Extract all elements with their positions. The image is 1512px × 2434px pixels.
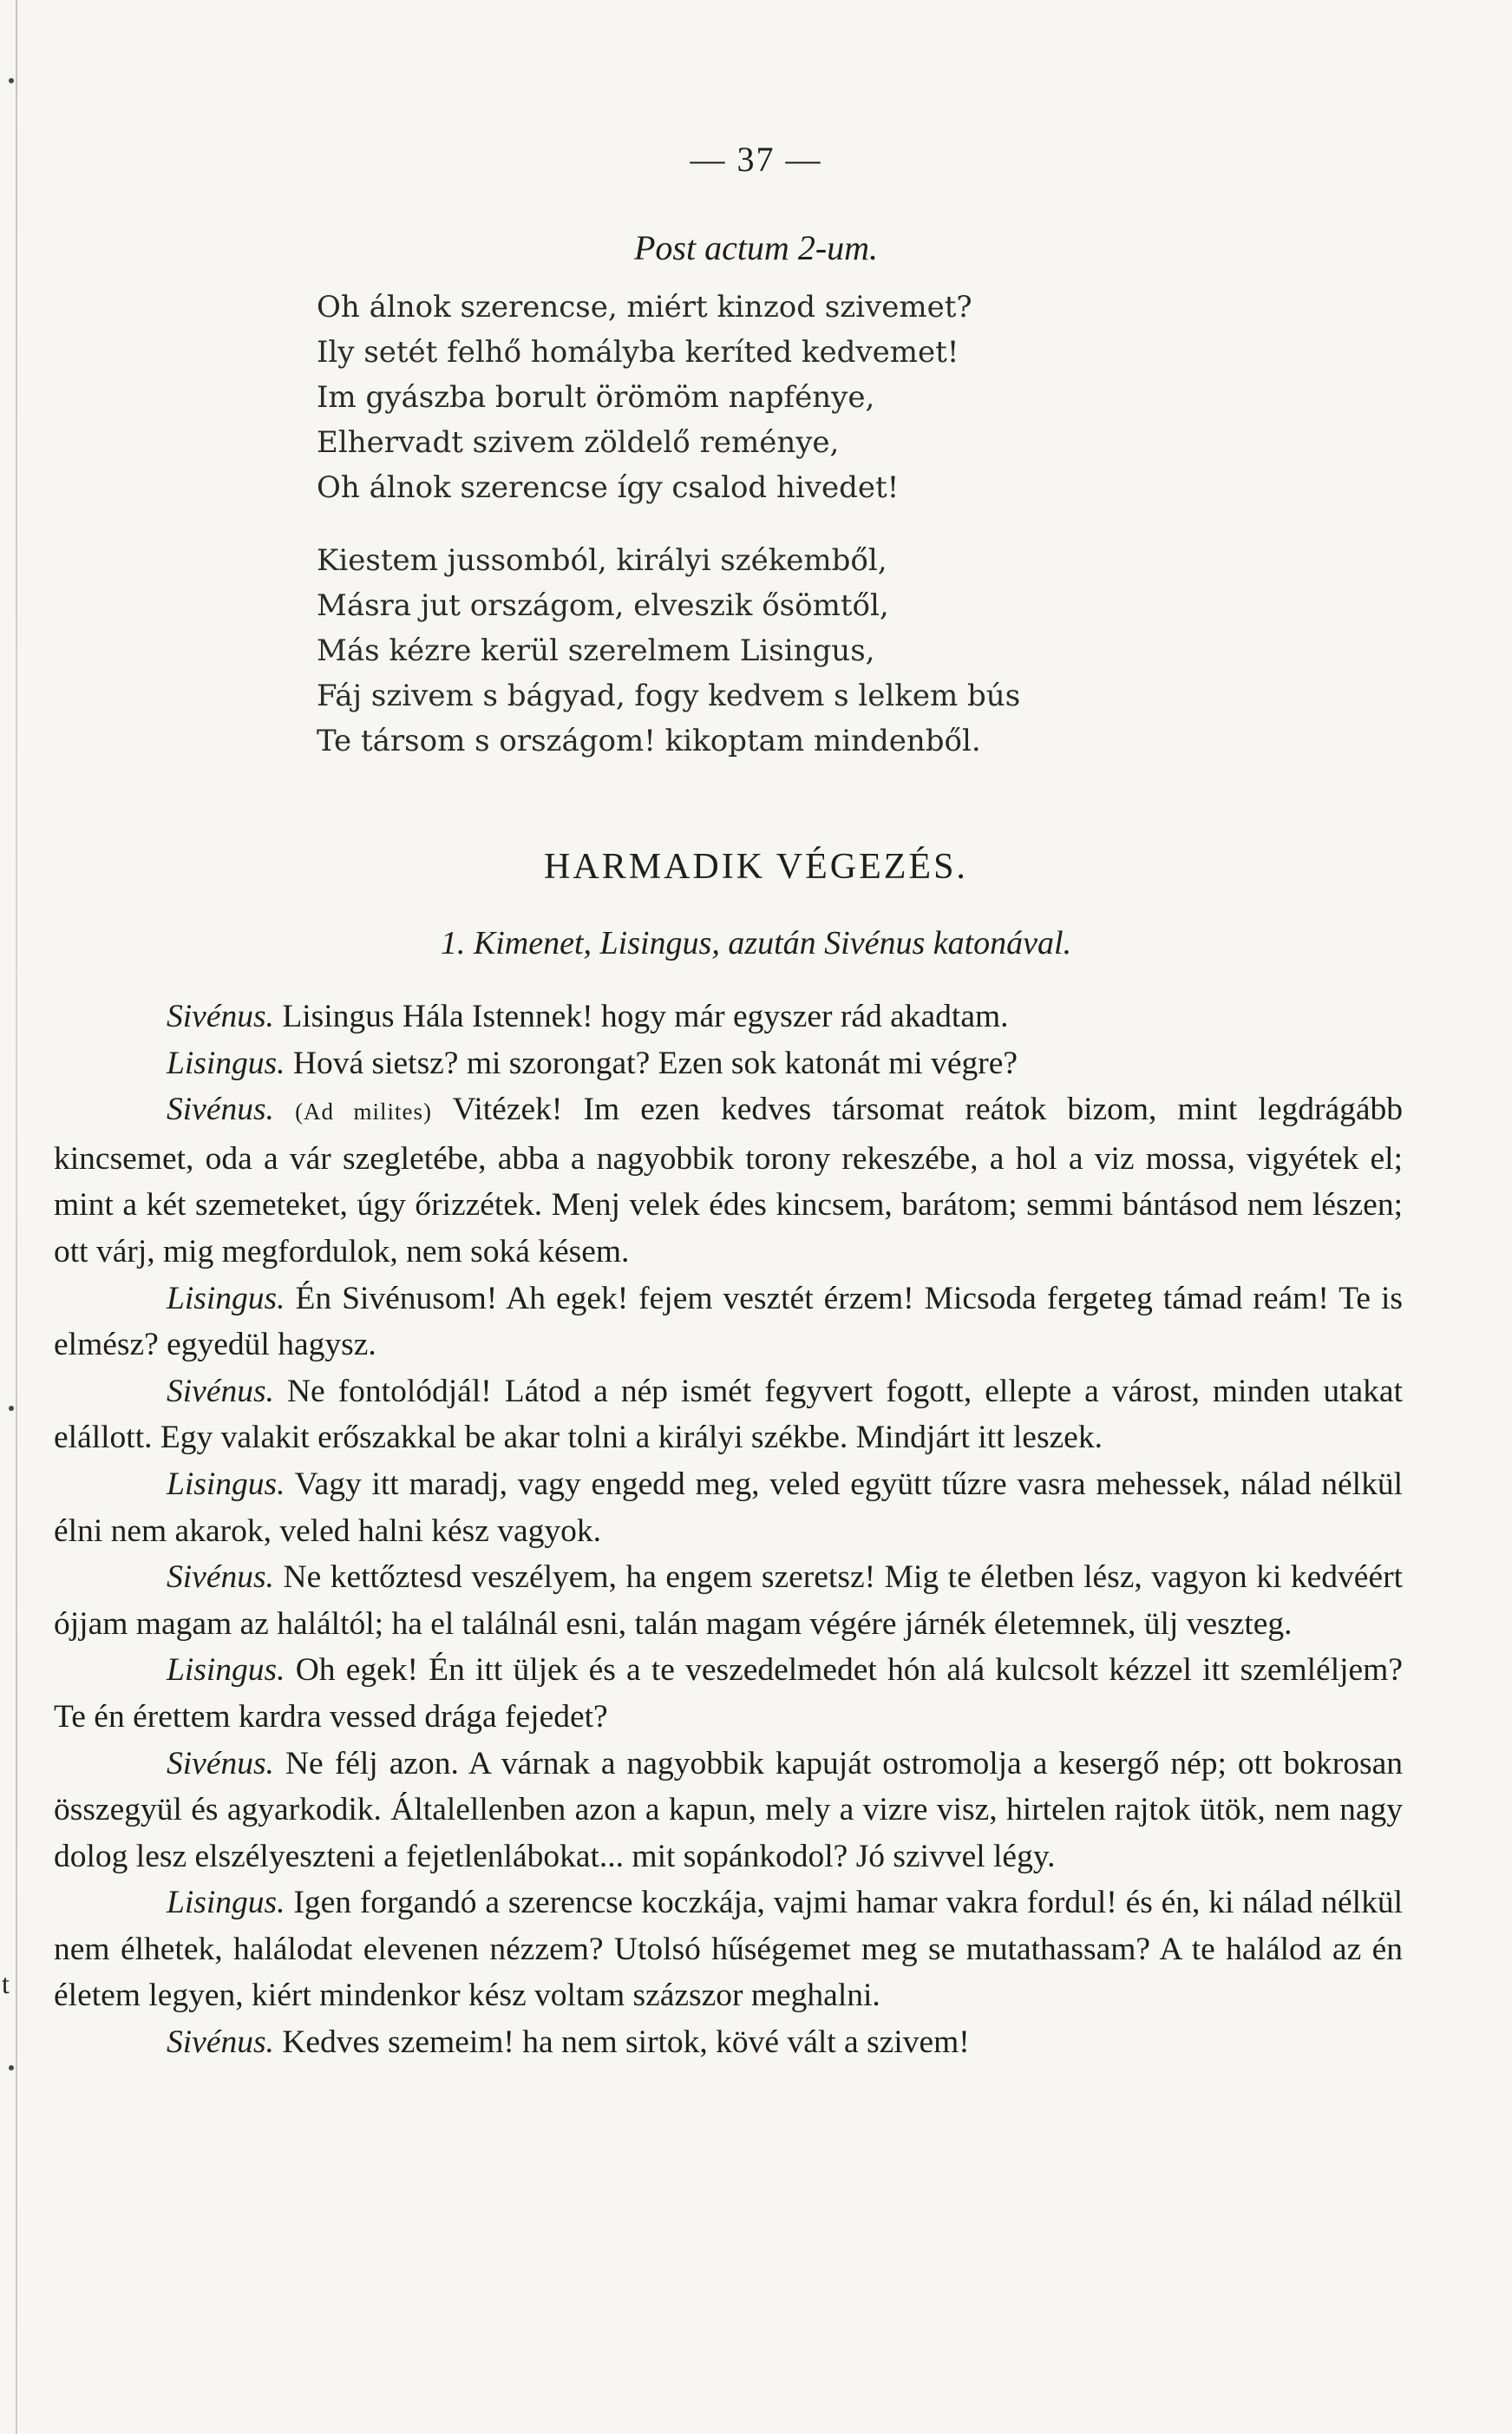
dialogue-text: Vitézek! Im ezen kedves társomat reátok bizom, mint legdrágább kincsemet, oda a vár szegletébe, abba a nagyobbik torony rekeszébe, a hol a viz mossa, vigyétek el; mint a két szemeteket, úgy őrizzétek. Menj velek édes kincsem, barátom; semmi bántásod nem lészen; ott várj, mig megfordulok, nem soká késem. — [54, 1092, 1404, 1269]
speaker-name: Lisingus. — [167, 1466, 285, 1502]
verse-heading: Post actum 2-um. — [633, 228, 879, 267]
dialogue-paragraph — [54, 1880, 1403, 2019]
verse-line: Más kézre kerül szerelmem Lisingus, — [317, 633, 875, 668]
binding-edge — [16, 0, 17, 2434]
verse-line: Másra jut országom, elveszik ősömtől, — [317, 588, 889, 623]
dialogue-text: Hová sietsz? mi szorongat? Ezen sok katonát mi végre? — [292, 1045, 1018, 1081]
speaker-name: Sivénus. — [167, 1373, 274, 1409]
speaker-name: Lisingus. — [167, 1280, 285, 1316]
dialogue-text: Kedves szemeim! ha nem sirtok, kövé vált a szivem! — [282, 2024, 970, 2061]
speaker-name: Sivénus. — [167, 999, 274, 1034]
verse-line: Oh álnok szerencse így csalod hivedet! — [317, 470, 900, 505]
margin-mark: t — [2, 1968, 10, 1999]
dialogue-paragraph — [54, 1741, 1403, 1880]
dialogue-text: Igen forgandó a szerencse koczkája, vajmi hamar vakra fordul! és én, ki nálad nélkül nem élhetek, halálodat elevenen nézzem? Utolsó hűségemet meg se mutathassam? A te halálod az én életem legyen, kiért mindenkor kész voltam százszor meghalni. — [54, 1885, 1404, 2014]
speaker-name: Lisingus. — [167, 1045, 285, 1081]
verse-line: Fáj szivem s bágyad, fogy kedvem s lelkem bús — [317, 679, 1021, 713]
edge-speck — [9, 78, 14, 83]
dialogue-paragraph — [54, 1040, 1403, 1087]
speaker-name: Lisingus. — [167, 1652, 285, 1689]
verse-line: Kiestem jussomból, királyi székemből, — [317, 543, 887, 578]
dialogue-paragraph — [54, 2019, 1403, 2066]
dialogue-text: Ne félj azon. A várnak a nagyobbik kapuját ostromolja a kesergő nép; ott bokrosan összegyül és agyarkodik. Általellenben azon a kapun, mely a vizre visz, hirtelen rajtok ütök, nem nagy dolog lesz elszélyeszteni a fejetlenlábokat... mit sopánkodol? Jó szivvel légy. — [54, 1745, 1404, 1874]
dialogue-paragraph — [54, 1461, 1403, 1554]
speaker-name: Lisingus. — [167, 1885, 285, 1921]
dialogue-text: Oh egek! Én itt üljek és a te veszedelmedet hón alá kulcsolt kézzel itt szemléljem? Te én érettem kardra vessed drága fejedet? — [54, 1652, 1403, 1735]
page-number: — 37 — — [690, 140, 822, 179]
dialogue-paragraph — [54, 994, 1403, 1040]
dialogue-paragraph — [54, 1276, 1403, 1368]
verse-line: Oh álnok szerencse, miért kinzod szivemet? — [317, 290, 972, 325]
stage-direction: (Ad milites) — [295, 1099, 433, 1125]
dialogue-text: Ne kettőztesd veszélyem, ha engem szeretsz! Mig te életben lész, vagyon ki kedvéért ójjam magam az haláltól; ha el találnál esni, talán magam végére járnék életemnek, ülj veszteg. — [54, 1559, 1404, 1642]
edge-speck — [9, 2065, 14, 2070]
section-title: HARMADIK VÉGEZÉS. — [544, 847, 968, 887]
scene-heading: 1. Kimenet, Lisingus, azután Sivénus katonával. — [440, 925, 1072, 961]
dialogue-text: Vagy itt maradj, vagy engedd meg, veled együtt tűzre vasra mehessek, nálad nélkül élni nem akarok, veled halni kész vagyok. — [54, 1466, 1403, 1549]
speaker-name: Sivénus. — [167, 2024, 274, 2061]
stanza-2 — [317, 538, 1020, 764]
dialogue-text: Lisingus Hála Istennek! hogy már egyszer rád akadtam. — [282, 999, 1009, 1034]
dialogue-text: Én Sivénusom! Ah egek! fejem vesztét érzem! Micsoda fergeteg támad reám! Te is elmész? egyedül hagysz. — [54, 1280, 1404, 1363]
dialogue-text: Ne fontolódjál! Látod a nép ismét fegyvert fogott, ellepte a várost, minden utakat elállott. Egy valakit erőszakkal be akar tolni a királyi székbe. Mindjárt itt leszek. — [54, 1373, 1403, 1456]
dialogue-paragraph — [54, 1368, 1403, 1461]
verse-line: Elhervadt szivem zöldelő reménye, — [317, 425, 840, 460]
dialogue-block — [54, 994, 1403, 2066]
stanza-1 — [317, 285, 972, 510]
verse-line: Im gyászba borult örömöm napfénye, — [317, 380, 875, 415]
dialogue-paragraph — [54, 1554, 1403, 1647]
verse-line: Ily setét felhő homályba keríted kedvemet! — [317, 335, 959, 370]
speaker-name: Sivénus. — [167, 1092, 274, 1128]
dialogue-paragraph — [54, 1086, 1403, 1275]
speaker-name: Sivénus. — [167, 1559, 274, 1596]
verse-line: Te társom s országom! kikoptam mindenből. — [317, 724, 981, 758]
dialogue-paragraph — [54, 1647, 1403, 1740]
speaker-name: Sivénus. — [167, 1745, 274, 1781]
edge-speck — [9, 1406, 14, 1411]
